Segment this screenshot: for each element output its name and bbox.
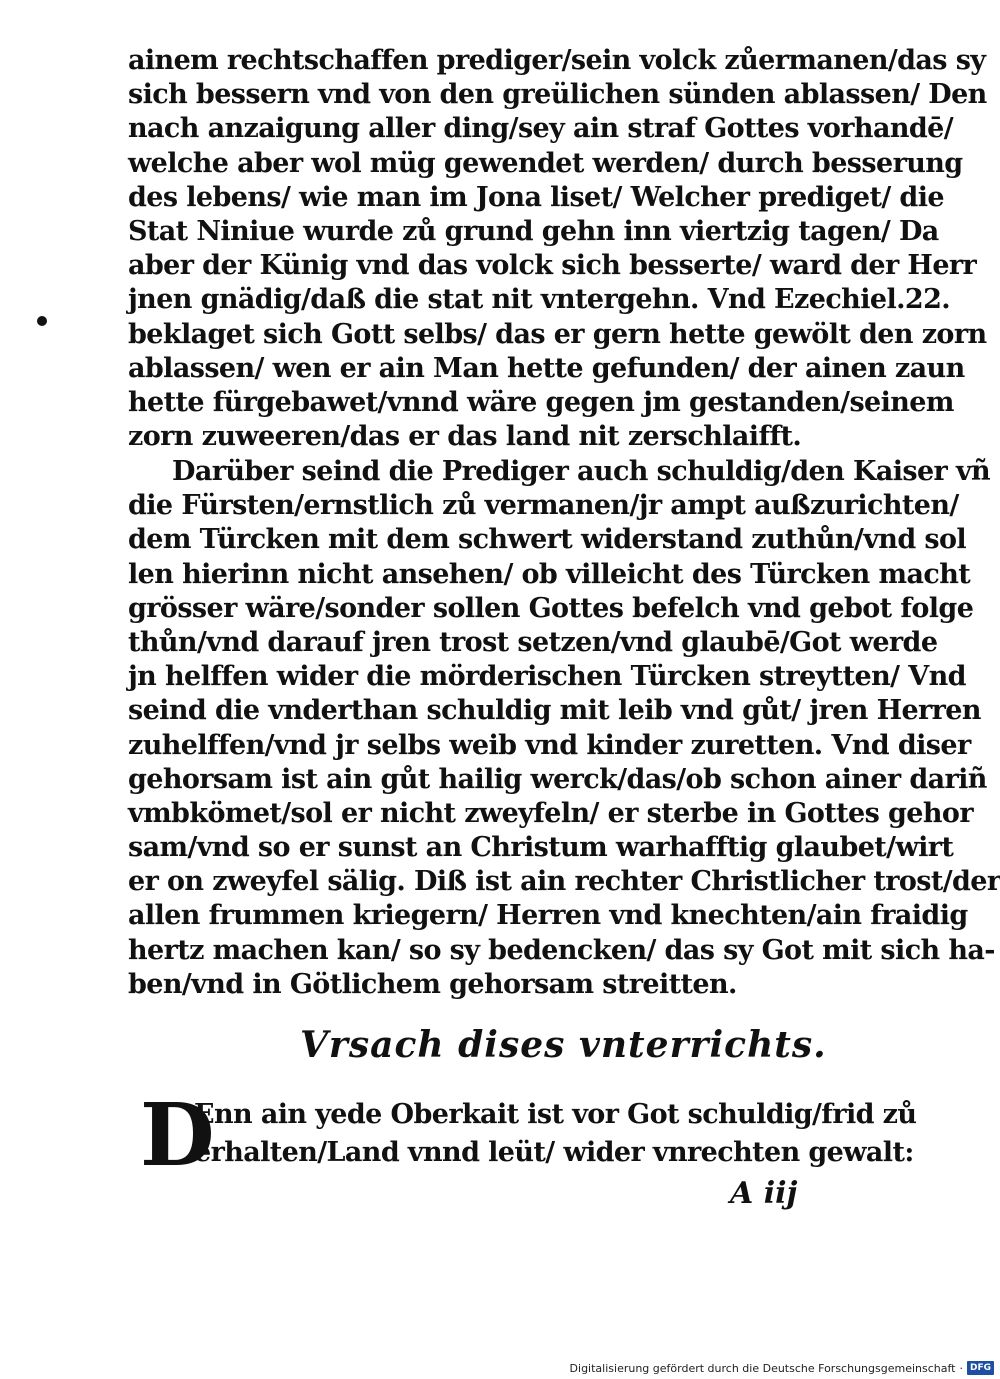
text-line: erhalten/Land vnnd leüt/ wider vnrechten gewalt: [194, 1137, 914, 1168]
paragraph-2 [128, 455, 1000, 1002]
text-line: nach anzaigung aller ding/sey ain straf Gottes vorhandē/ [128, 113, 953, 145]
text-line: grösser wäre/sonder sollen Gottes befelch vnd gebot folge [128, 592, 974, 624]
footer [570, 1361, 994, 1375]
section-heading: Vrsach dises vnterrichts. [300, 1024, 827, 1066]
signature-mark: A iij [730, 1176, 798, 1211]
text-line: ainem rechtschaffen prediger/sein volck zůermanen/das sy [128, 45, 986, 76]
text-line: hette fürgebawet/vnnd wäre gegen jm gestanden/seinem [128, 386, 954, 418]
text-line: welche aber wol müg gewendet werden/ durch besserung [128, 147, 963, 179]
text-line: dem Türcken mit dem schwert widerstand zuthůn/vnd sol [128, 524, 967, 556]
text-line: Darüber seind die Prediger auch schuldig/den Kaiser vñ [172, 456, 991, 487]
text-line: beklaget sich Gott selbs/ das er gern hette gewölt den zorn [128, 318, 987, 350]
text-line: des lebens/ wie man im Jona liset/ Welcher prediget/ die [128, 181, 944, 213]
drop-cap: D [140, 1085, 215, 1186]
footer-text: Digitalisierung gefördert durch die Deutsche Forschungsgemeinschaft [569, 1361, 956, 1375]
text-line: aber der Künig vnd das volck sich besserte/ ward der Herr [128, 250, 977, 282]
text-line: die Fürsten/ernstlich zů vermanen/jr ampt außzurichten/ [128, 490, 959, 522]
text-line: Stat Niniue wurde zů grund gehn inn viertzig tagen/ Da [128, 215, 939, 247]
text-line: jn helffen wider die mörderischen Türcken streytten/ Vnd [128, 661, 966, 693]
text-line: thůn/vnd darauf jren trost setzen/vnd glaubē/Got werde [128, 626, 938, 658]
paragraph-1 [128, 44, 987, 454]
text-line: ben/vnd in Götlichem gehorsam streitten. [128, 968, 737, 1000]
text-line: sich bessern vnd von den greülichen sünden ablassen/ Den [128, 79, 987, 111]
text-line: Enn ain yede Oberkait ist vor Got schuldig/frid zů [194, 1099, 917, 1130]
text-line: zorn zuweeren/das er das land nit zerschlaifft. [128, 421, 802, 453]
paragraph-3 [140, 1085, 917, 1186]
dfg-logo[interactable]: DFG [967, 1361, 994, 1375]
text-line: len hierinn nicht ansehen/ ob villeicht des Türcken macht [128, 558, 971, 590]
text-line: hertz machen kan/ so sy bedencken/ das sy Got mit sich ha- [128, 934, 995, 966]
text-line: vmbkömet/sol er nicht zweyfeln/ er sterbe in Gottes gehor [128, 797, 973, 829]
text-line: allen frummen kriegern/ Herren vnd knechten/ain fraidig [128, 900, 968, 932]
text-line: er on zweyfel sälig. Diß ist ain rechter Christlicher trost/der [128, 866, 1000, 898]
text-line: zuhelffen/vnd jr selbs weib vnd kinder zuretten. Vnd diser [128, 729, 971, 761]
margin-dot [37, 316, 47, 326]
footer-separator: · [959, 1361, 963, 1375]
text-line: gehorsam ist ain gůt hailig werck/das/ob schon ainer dariñ [128, 763, 987, 795]
text-line: ablassen/ wen er ain Man hette gefunden/ der ainen zaun [128, 352, 965, 384]
text-line: sam/vnd so er sunst an Christum warhafftig glaubet/wirt [128, 832, 954, 864]
text-line: jnen gnädig/daß die stat nit vntergehn. Vnd Ezechiel.22. [128, 284, 951, 316]
text-line: seind die vnderthan schuldig mit leib vnd gůt/ jren Herren [128, 695, 981, 727]
